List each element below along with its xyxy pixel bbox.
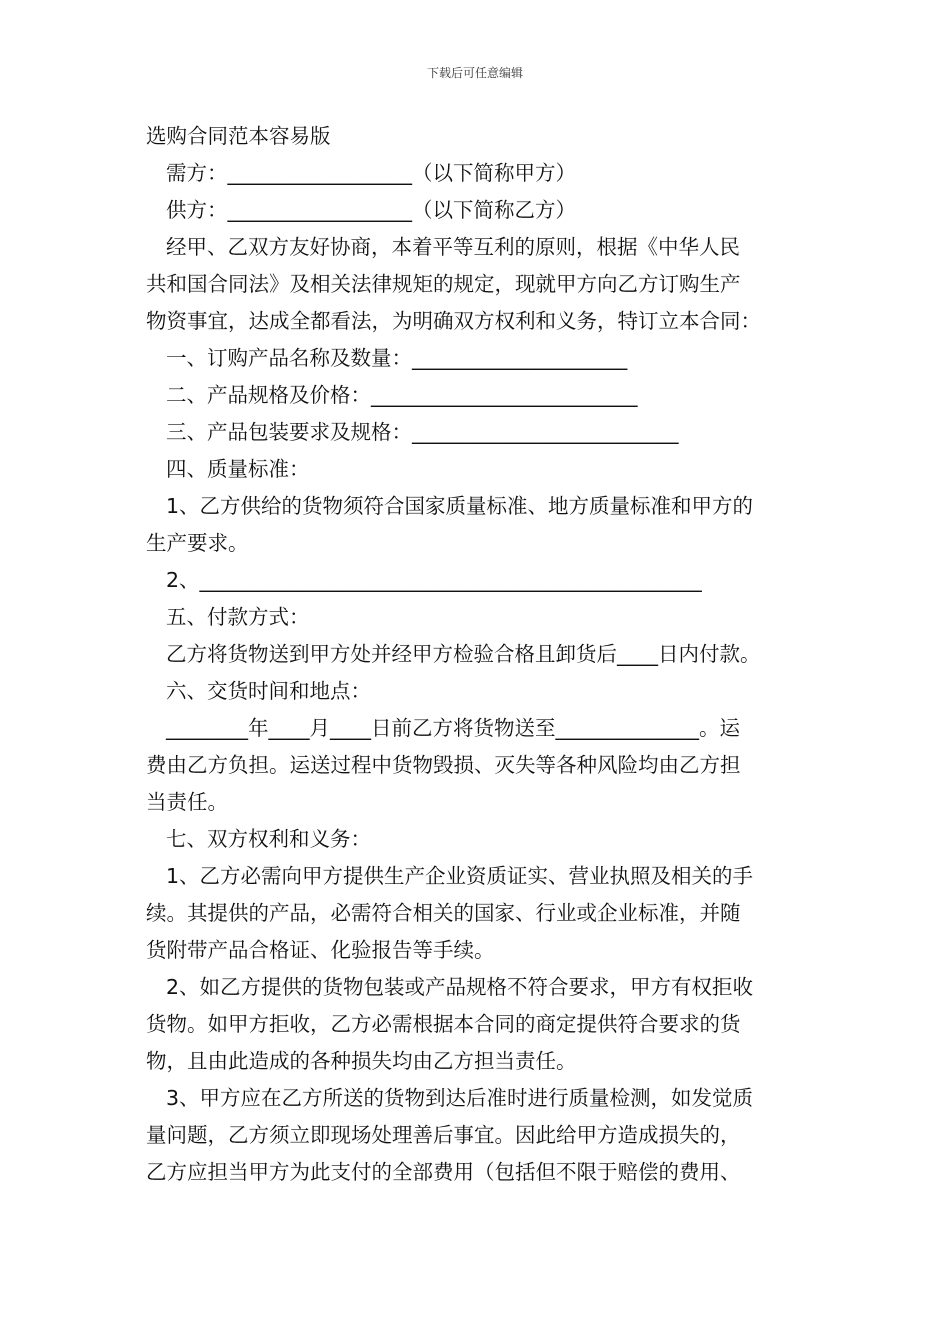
text-line: 六、交货时间和地点： bbox=[166, 679, 371, 703]
page-header: 下载后可任意编辑 bbox=[426, 66, 523, 80]
text-line: 续。其提供的产品，必需符合相关的国家、行业或企业标准，并随 bbox=[146, 901, 741, 925]
text-line: 量问题，乙方须立即现场处理善后事宜。因此给甲方造成损失的， bbox=[146, 1123, 741, 1147]
text-line: 当责任。 bbox=[146, 790, 228, 814]
text-line: 物，且由此造成的各种损失均由乙方担当责任。 bbox=[146, 1049, 577, 1073]
text-line: 1、乙方必需向甲方提供生产企业资质证实、营业执照及相关的手 bbox=[166, 864, 754, 888]
text-line: ________年____月____日前乙方将货物送至______________。运 bbox=[166, 716, 740, 740]
text-line: 1、乙方供给的货物须符合国家质量标准、地方质量标准和甲方的 bbox=[166, 494, 754, 518]
text-line: 共和国合同法》及相关法律规矩的规定，现就甲方向乙方订购生产 bbox=[146, 272, 741, 296]
text-line: 经甲、乙双方友好协商，本着平等互利的原则，根据《中华人民 bbox=[166, 235, 740, 259]
text-line: 供方：__________________（以下简称乙方） bbox=[166, 198, 576, 222]
text-line: 乙方应担当甲方为此支付的全部费用（包括但不限于赔偿的费用、 bbox=[146, 1160, 741, 1184]
text-line: 2、如乙方提供的货物包装或产品规格不符合要求，甲方有权拒收 bbox=[166, 975, 754, 999]
text-line: 四、质量标准： bbox=[166, 457, 310, 481]
text-line: 三、产品包装要求及规格：__________________________ bbox=[166, 420, 679, 444]
document-title: 选购合同范本容易版 bbox=[146, 124, 331, 148]
text-line: 一、订购产品名称及数量：_____________________ bbox=[166, 346, 628, 370]
text-line: 生产要求。 bbox=[146, 531, 249, 555]
text-line: 货附带产品合格证、化验报告等手续。 bbox=[146, 938, 495, 962]
text-line: 乙方将货物送到甲方处并经甲方检验合格且卸货后____日内付款。 bbox=[166, 642, 761, 666]
text-line: 七、双方权利和义务： bbox=[166, 827, 371, 851]
text-line: 费由乙方负担。运送过程中货物毁损、灭失等各种风险均由乙方担 bbox=[146, 753, 741, 777]
text-line: 2、_________________________________________________ bbox=[166, 568, 702, 592]
text-line: 二、产品规格及价格：__________________________ bbox=[166, 383, 638, 407]
document-body bbox=[146, 118, 816, 1191]
text-line: 货物。如甲方拒收，乙方必需根据本合同的商定提供符合要求的货 bbox=[146, 1012, 741, 1036]
text-line: 物资事宜，达成全都看法，为明确双方权利和义务，特订立本合同： bbox=[146, 309, 761, 333]
text-line: 五、付款方式： bbox=[166, 605, 310, 629]
text-line: 3、甲方应在乙方所送的货物到达后准时进行质量检测，如发觉质 bbox=[166, 1086, 754, 1110]
text-line: 需方：__________________（以下简称甲方） bbox=[166, 161, 576, 185]
